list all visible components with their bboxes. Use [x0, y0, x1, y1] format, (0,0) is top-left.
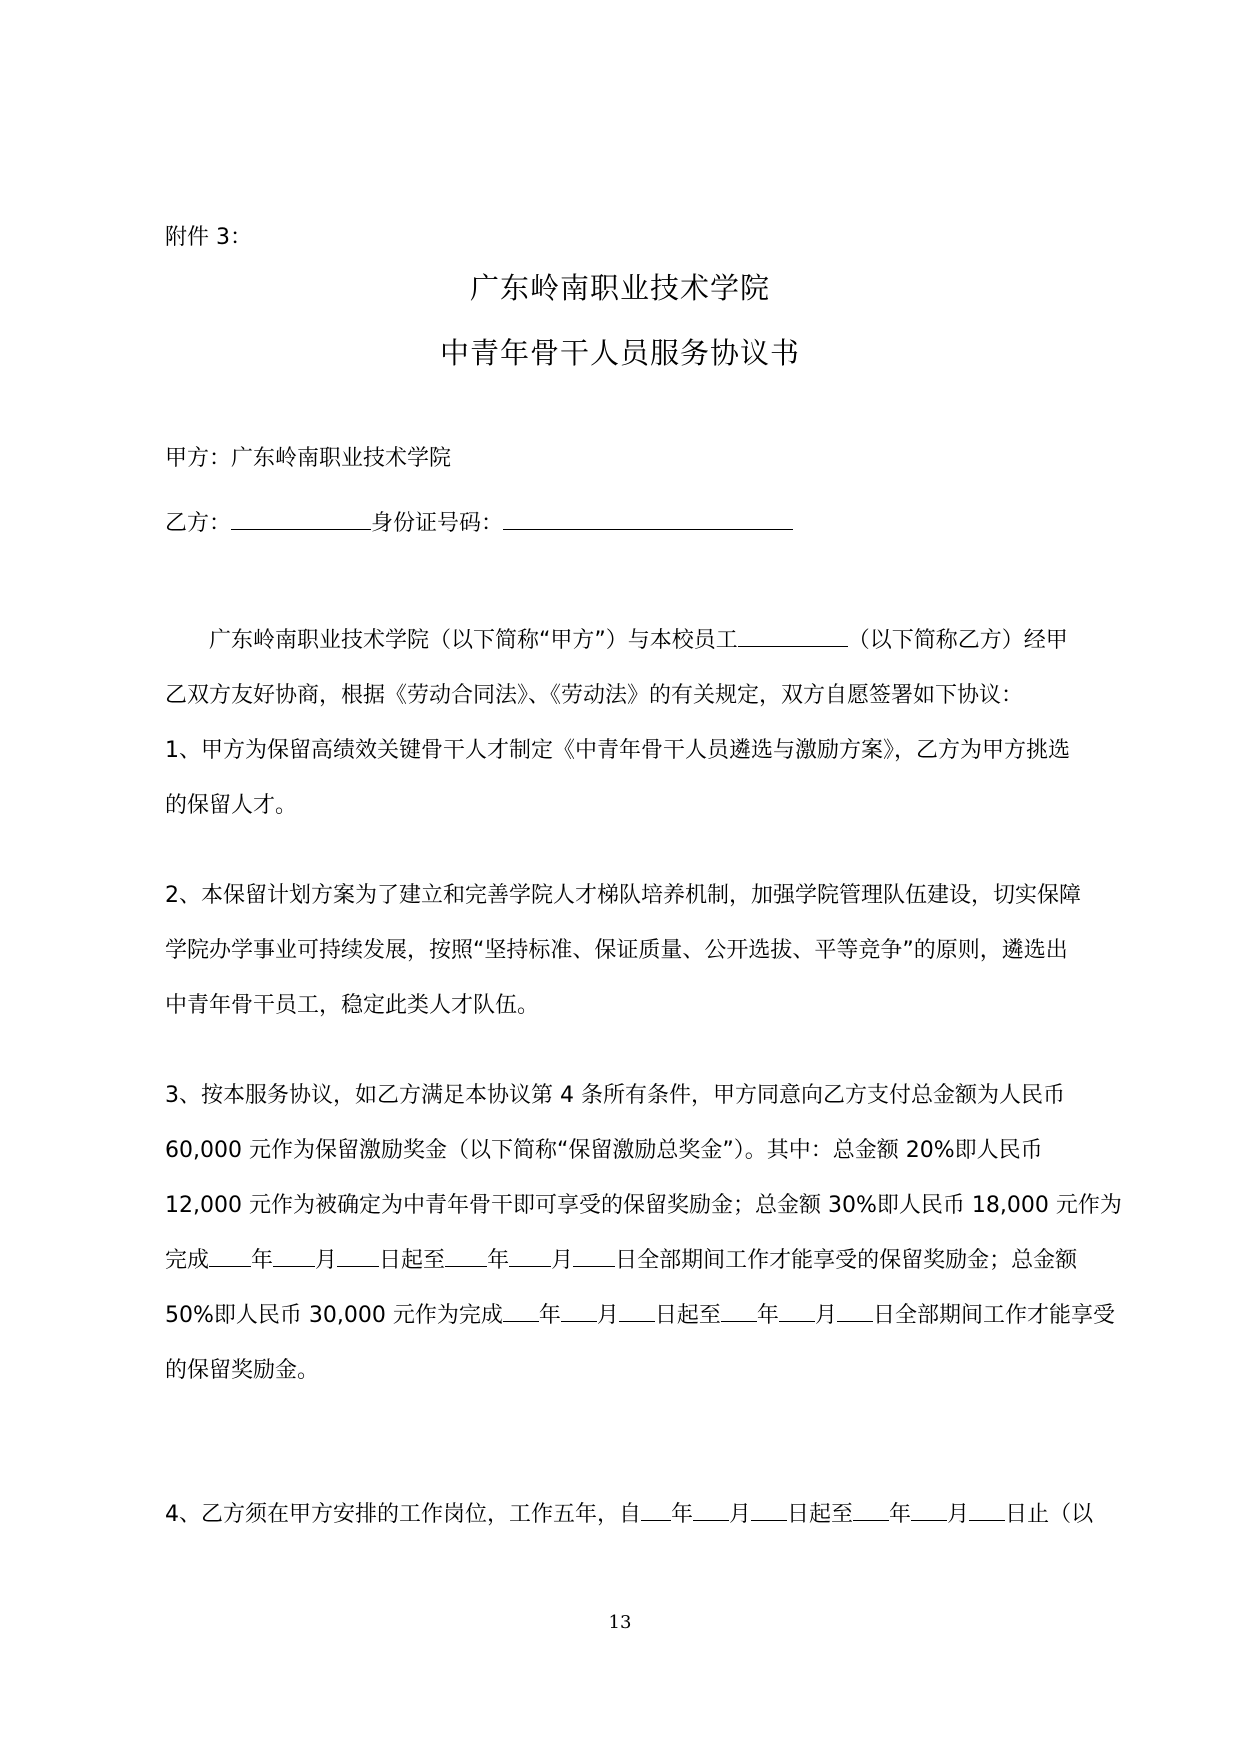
clause-3-line-5	[165, 1288, 1115, 1343]
intro-text-a: 广东岭南职业技术学院（以下简称“甲方”）与本校员工	[209, 628, 738, 653]
month-blank	[509, 1246, 551, 1267]
year-blank	[503, 1301, 539, 1322]
party-b-row	[165, 506, 793, 537]
document-title-line2: 中青年骨干人员服务协议书	[439, 336, 800, 370]
clause-4-line-1	[165, 1487, 1094, 1542]
month-blank	[779, 1301, 815, 1322]
clause-3-line-2: 60,000 元作为保留激励奖金（以下简称“保留激励总奖金”）。其中：总金额 20%即人民币	[165, 1138, 1043, 1163]
intro-paragraph	[165, 613, 1080, 833]
clause-3-line-6: 的保留奖励金。	[165, 1358, 320, 1383]
month-word: 月	[729, 1502, 752, 1527]
intro-text-b: （以下简称乙方）经甲	[847, 628, 1068, 653]
day-from-word: 日起至	[379, 1248, 446, 1273]
month-word: 月	[315, 1248, 338, 1273]
clause-1-line-1: 1、甲方为保留高绩效关键骨干人才制定《中青年骨干人员遴选与激励方案》，乙方为甲方挑选	[165, 738, 1071, 763]
clause-4-line-1-head: 4、乙方须在甲方安排的工作岗位，工作五年，自	[165, 1502, 641, 1527]
day-from-word: 日起至	[654, 1303, 721, 1328]
id-number-label: 身份证号码：	[371, 511, 504, 536]
clause-4	[165, 1487, 1094, 1542]
id-number-blank	[503, 509, 793, 530]
clause-3-line-3: 12,000 元作为被确定为中青年骨干即可享受的保留奖励金；总金额 30%即人民币 18,000 元作为	[165, 1193, 1122, 1218]
clause-3-line-4-tail: 日全部期间工作才能享受的保留奖励金；总金额	[615, 1248, 1078, 1273]
party-a: 甲方：广东岭南职业技术学院	[165, 446, 452, 471]
clause-3-line-5-tail: 日全部期间工作才能享受	[872, 1303, 1115, 1328]
month-blank	[561, 1301, 597, 1322]
party-b-label: 乙方：	[165, 511, 232, 536]
day-blank	[337, 1246, 379, 1267]
clause-2	[165, 868, 1080, 1033]
year-word: 年	[756, 1303, 779, 1328]
day-from-word: 日起至	[787, 1502, 854, 1527]
year-word: 年	[251, 1248, 274, 1273]
clause-3-line-4	[165, 1233, 1080, 1288]
clause-3	[165, 1068, 1122, 1398]
page-number: 13	[608, 1612, 632, 1633]
day-blank	[619, 1301, 655, 1322]
year-word: 年	[487, 1248, 510, 1273]
month-word: 月	[596, 1303, 619, 1328]
intro-line-2: 乙双方友好协商，根据《劳动合同法》、《劳动法》的有关规定，双方自愿签署如下协议：	[165, 683, 1024, 708]
day-blank	[751, 1500, 787, 1521]
year-blank	[721, 1301, 757, 1322]
year-blank	[853, 1500, 889, 1521]
clause-1-line-2: 的保留人才。	[165, 793, 298, 818]
party-b-name-blank	[231, 509, 371, 530]
clause-2-line-2: 学院办学事业可持续发展，按照“坚持标准、保证质量、公开选拔、平等竞争”的原则，遴选出	[165, 938, 1068, 963]
year-blank	[445, 1246, 487, 1267]
year-blank	[209, 1246, 251, 1267]
clause-2-line-3: 中青年骨干员工，稳定此类人才队伍。	[165, 993, 540, 1018]
employee-name-blank	[738, 626, 848, 647]
annex-label: 附件 3：	[165, 225, 252, 250]
clause-3-line-5-head: 50%即人民币 30,000 元作为完成	[165, 1303, 503, 1328]
month-word: 月	[947, 1502, 970, 1527]
day-blank	[969, 1500, 1005, 1521]
document-title-line1: 广东岭南职业技术学院	[469, 271, 770, 305]
year-word: 年	[671, 1502, 694, 1527]
month-blank	[911, 1500, 947, 1521]
text-complete: 完成	[165, 1248, 210, 1273]
month-blank	[273, 1246, 315, 1267]
day-blank	[837, 1301, 873, 1322]
year-word: 年	[889, 1502, 912, 1527]
month-word: 月	[814, 1303, 837, 1328]
day-blank	[573, 1246, 615, 1267]
clause-4-line-1-tail: 日止（以	[1005, 1502, 1094, 1527]
month-word: 月	[551, 1248, 574, 1273]
intro-line-1	[165, 613, 1080, 668]
year-blank	[641, 1500, 671, 1521]
clause-3-line-1: 3、按本服务协议，如乙方满足本协议第 4 条所有条件，甲方同意向乙方支付总金额为人民币	[165, 1083, 1065, 1108]
clause-2-line-1: 2、本保留计划方案为了建立和完善学院人才梯队培养机制，加强学院管理队伍建设，切实保障	[165, 883, 1082, 908]
month-blank	[693, 1500, 729, 1521]
year-word: 年	[538, 1303, 561, 1328]
